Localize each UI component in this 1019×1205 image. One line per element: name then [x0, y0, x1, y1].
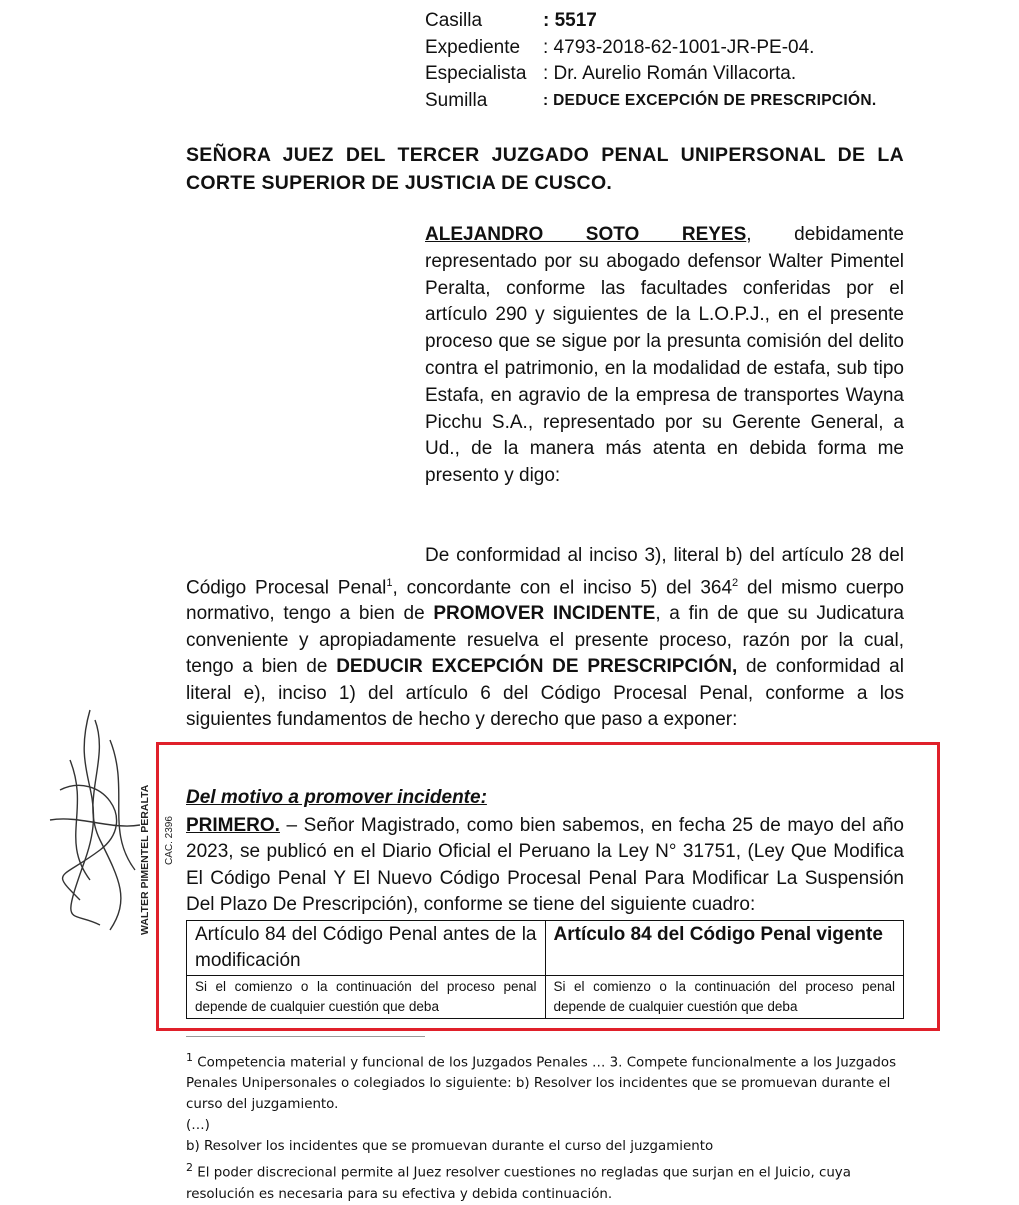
- table-header-old: Artículo 84 del Código Penal antes de la modificación: [187, 921, 546, 976]
- emphasis-text: DEDUCIR EXCEPCIÓN DE PRESCRIPCIÓN,: [336, 656, 738, 678]
- header-label: Expediente: [425, 36, 521, 58]
- table-cell-old: Si el comienzo o la continuación del proceso penal depende de cualquier cuestión que deba: [187, 976, 546, 1019]
- footnote-ellipsis: (…): [186, 1118, 210, 1134]
- footnote-ref: 1: [386, 576, 393, 589]
- header-value: : 4793-2018-62-1001-JR-PE-04.: [543, 36, 815, 58]
- primero-text: – Señor Magistrado, como bien sabemos, en fecha 25 de mayo del año 2023, se publicó en el Diario Oficial el Peruano la Ley N° 31751, (Ley Que Modifica El Código Penal Y El Nuevo Código Procesal Penal Para Modificar La Suspensión Del Plazo De Prescripción), conforme se tiene del siguiente cuadro:: [186, 814, 904, 915]
- comparison-table: [186, 920, 904, 1019]
- signature-stamp: [40, 700, 190, 940]
- main-text: de conformidad al literal e), inciso 1) del artículo 6 del Código Procesal Penal, conforme a los siguientes fundamentos de hecho y derecho que paso a exponer:: [186, 656, 904, 731]
- header-row-sumilla: [425, 88, 876, 115]
- table-header-current: Artículo 84 del Código Penal vigente: [545, 921, 904, 976]
- stamp-name: WALTER PIMENTEL PERALTA: [139, 784, 151, 935]
- header-row-expediente: [425, 35, 876, 62]
- signature-strokes: [50, 710, 140, 930]
- section-heading: Del motivo a promover incidente:: [186, 787, 487, 808]
- intro-paragraph: [425, 222, 904, 490]
- case-header: [425, 8, 876, 114]
- addressee: SEÑORA JUEZ DEL TERCER JUZGADO PENAL UNIPERSONAL DE LA CORTE SUPERIOR DE JUSTICIA DE CUSCO.: [186, 144, 904, 194]
- stamp-cac: CAC. 2396: [164, 816, 175, 865]
- header-value: : Dr. Aurelio Román Villacorta.: [543, 63, 797, 84]
- table-row: [187, 976, 904, 1019]
- header-value: : 5517: [543, 10, 597, 31]
- header-row-casilla: [425, 8, 876, 35]
- footnote-text: Competencia material y funcional de los Juzgados Penales … 3. Compete funcionalmente a los Juzgados Penales Unipersonales o colegiados lo siguiente: b) Resolver los incidentes que se promuevan durante el curso del juzgamiento.: [186, 1055, 897, 1113]
- table-header-row: [187, 921, 904, 976]
- footnote-2: [186, 1157, 904, 1204]
- main-paragraph: [186, 543, 904, 734]
- header-label: Especialista: [425, 63, 527, 84]
- primero-text-block: [186, 786, 904, 919]
- footnote-number: 2: [186, 1161, 193, 1175]
- footnote-text: El poder discrecional permite al Juez resolver cuestiones no regladas que surjan en el Juicio, cuya resolución es necesaria para su efectiva y debida continuación.: [186, 1165, 851, 1202]
- table-cell-current: Si el comienzo o la continuación del proceso penal depende de cualquier cuestión que deba: [545, 976, 904, 1019]
- footnote-separator: [186, 1036, 425, 1037]
- petitioner-name: ALEJANDRO SOTO REYES: [425, 224, 747, 245]
- footnote-number: 1: [186, 1051, 193, 1064]
- intro-text: , debidamente representado por su abogado defensor Walter Pimentel Peralta, conforme las facultades conferidas por el artículo 290 y siguientes de la L.O.P.J., en el presente proceso que se sigue por la presunta comisión del delito contra el patrimonio, en la modalidad de estafa, sub tipo Estafa, en agravio de la empresa de transportes Wayna Picchu S.A., representado por su Gerente General, a Ud., de la manera más atenta en debida forma me presento y digo:: [425, 224, 904, 487]
- header-label: Casilla: [425, 10, 483, 31]
- footnote-1b: b) Resolver los incidentes que se promuevan durante el curso del juzgamiento: [186, 1139, 714, 1155]
- main-text: , a fin de que su Judicatura conveniente y apropiadamente resuelva el presente proceso, razón por la cual, tengo a bien de: [186, 603, 905, 678]
- header-value: : DEDUCE EXCEPCIÓN DE PRESCRIPCIÓN.: [543, 91, 877, 109]
- main-text: del mismo cuerpo normativo, tengo a bien de: [186, 576, 904, 625]
- footnote-ref: 2: [732, 576, 739, 589]
- footnote-1: [186, 1047, 904, 1115]
- primero-label: PRIMERO.: [186, 814, 280, 836]
- main-text: , concordante con el inciso 5) del 364: [392, 576, 733, 598]
- emphasis-text: PROMOVER INCIDENTE: [433, 603, 656, 625]
- header-row-especialista: [425, 61, 876, 88]
- header-label: Sumilla: [425, 89, 488, 111]
- main-text: De conformidad al inciso 3), literal b) del artículo 28 del Código Procesal Penal: [186, 545, 904, 598]
- footnotes: [186, 1047, 904, 1205]
